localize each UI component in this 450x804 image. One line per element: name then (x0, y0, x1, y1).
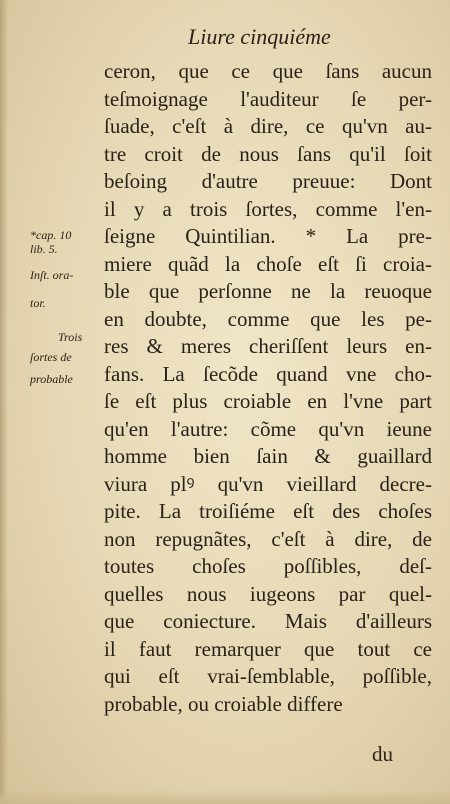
text-line: quelles nous iugeons par quel- (104, 581, 432, 606)
text-line: il faut remarquer que tout ce (104, 636, 432, 661)
text-line: ceron, que ce que ſans aucun (104, 59, 432, 83)
body-text (104, 58, 432, 718)
margin-note-line: *cap. 10 (30, 228, 72, 242)
margin-note-line: probable (30, 372, 73, 386)
text-line: fans. La ſecõde quand vne cho- (104, 361, 432, 386)
page-bottom-shadow (0, 790, 450, 804)
margin-note-topic (30, 330, 102, 386)
margin-note-line: tor. (30, 296, 46, 310)
text-line: beſoing d'autre preuue: Dont (104, 169, 432, 193)
catchword: du (372, 742, 393, 766)
text-line: teſmoignage l'auditeur ſe per- (104, 86, 432, 111)
margin-note-line: ſortes de (30, 350, 72, 364)
text-line: tre croit de nous ſans qu'il ſoit (104, 141, 432, 166)
text-line: viura plꝰ qu'vn vieillard decre- (104, 471, 432, 496)
text-line: que coniecture. Mais d'ailleurs (104, 609, 432, 633)
text-line: qui eſt vrai-ſemblable, poſſible, (104, 664, 432, 688)
margin-note-reference (30, 228, 102, 310)
text-line: ſuade, c'eſt à dire, ce qu'vn au- (104, 114, 432, 138)
text-line: en doubte, comme que les pe- (104, 306, 432, 331)
text-line: ble que perſonne ne la reuoque (104, 279, 432, 303)
text-line: res & meres cheriſſent leurs en- (104, 334, 432, 358)
page-edge-shadow (0, 0, 8, 804)
text-line: non repugnãtes, c'eſt à dire, de (104, 526, 432, 551)
text-line: qu'en l'autre: cõme qu'vn ieune (104, 416, 432, 441)
margin-note-line: Trois (58, 330, 83, 344)
text-line: probable, ou croiable differe (104, 691, 343, 716)
margin-note-line: lib. 5. (30, 242, 58, 256)
text-line: ſeigne Quintilian. * La pre- (104, 224, 432, 248)
text-line: ſe eſt plus croiable en l'vne part (104, 389, 432, 413)
running-head: Liure cinquiéme (188, 24, 331, 49)
text-line: miere quãd la choſe eſt ſi croia- (104, 251, 432, 276)
margin-note-line: Inſt. ora- (30, 268, 74, 282)
text-line: pite. La troiſiéme eſt des choſes (104, 499, 432, 523)
text-line: homme bien ſain & guaillard (104, 444, 432, 468)
text-line: il y a trois ſortes, comme l'en- (104, 196, 432, 221)
text-line: toutes choſes poſſibles, deſ- (104, 554, 432, 578)
